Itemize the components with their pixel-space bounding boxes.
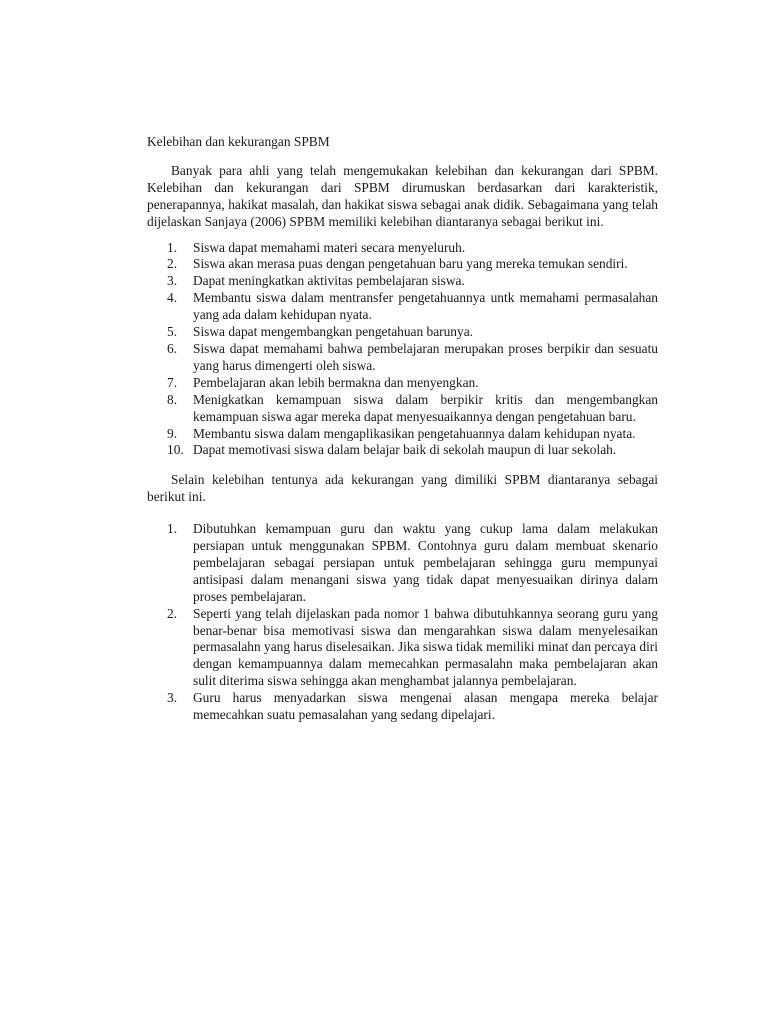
list-item-text: Siswa akan merasa puas dengan pengetahuan baru yang mereka temukan sendiri. xyxy=(193,256,628,272)
list-item-number: 1. xyxy=(167,239,178,255)
list-item xyxy=(147,324,658,341)
list-item-number: 1. xyxy=(167,521,178,537)
document-title: Kelebihan dan kekurangan SPBM xyxy=(147,134,330,149)
list-item-number: 3. xyxy=(167,273,178,289)
list-item-number: 2. xyxy=(167,605,178,621)
list-item-number: 4. xyxy=(167,290,178,306)
list-item xyxy=(147,392,658,426)
list-item xyxy=(147,375,658,392)
list-item-number: 2. xyxy=(167,256,178,272)
intro-paragraph: Banyak para ahli yang telah mengemukakan kelebihan dan kekurangan dari SPBM. Kelebihan dan kekurangan dari SPBM dirumuskan berdasarkan dari karakteristik, penerapannya, hakikat masalah, dan hakikat siswa sebagai anak didik. Sebagaimana yang telah dijelaskan Sanjaya (2006) SPBM memiliki kelebihan diantaranya sebagai berikut ini. xyxy=(147,162,658,229)
transition-paragraph: Selain kelebihan tentunya ada kekurangan yang dimiliki SPBM diantaranya sebagai berikut ini. xyxy=(147,472,658,505)
list-item-text: Seperti yang telah dijelaskan pada nomor 1 bahwa dibutuhkannya seorang guru yang benar-benar bisa memotivasi siswa dan mengarahkan siswa dalam menyelesaikan permasalahn yang harus diselesaikan. Jika siswa tidak memiliki minat dan percaya diri dengan kemampuannya dalam memecahkan permasalahn maka pembelajaran akan sulit diterima siswa sehingga akan menghambat jalannya pembelajaran. xyxy=(193,605,658,689)
list-item-number: 5. xyxy=(167,324,178,340)
document-page xyxy=(147,134,658,724)
list-item-text: Membantu siswa dalam mentransfer pengetahuannya untk memahami permasalahan yang ada dalam kehidupan nyata. xyxy=(193,290,658,323)
list-item xyxy=(147,256,658,273)
list-item-text: Dapat meningkatkan aktivitas pembelajaran siswa. xyxy=(193,273,465,289)
list-item xyxy=(147,273,658,290)
advantages-list xyxy=(147,240,658,460)
list-item xyxy=(147,521,658,606)
list-item-number: 8. xyxy=(167,391,178,407)
list-item-text: Menigkatkan kemampuan siswa dalam berpikir kritis dan mengembangkan kemampuan siswa agar mereka dapat menyesuaikannya dengan pengetahuan baru. xyxy=(193,391,658,424)
list-item xyxy=(147,690,658,724)
disadvantages-list xyxy=(147,521,658,724)
list-item-text: Siswa dapat mengembangkan pengetahuan barunya. xyxy=(193,324,473,340)
list-item xyxy=(147,240,658,257)
list-item-text: Pembelajaran akan lebih bermakna dan menyengkan. xyxy=(193,374,479,390)
list-item xyxy=(147,341,658,375)
list-item xyxy=(147,442,658,459)
list-item-text: Dibutuhkan kemampuan guru dan waktu yang cukup lama dalam melakukan persiapan untuk menggunakan SPBM. Contohnya guru dalam membuat skenario pembelajaran sebagai persiapan untuk pembelajaran sehingga guru mempunyai antisipasi dalam menangani siswa yang tidak dapat menyesuaikan dirinya dalam proses pembelajaran. xyxy=(193,521,658,604)
list-item xyxy=(147,290,658,324)
list-item-text: Siswa dapat memahami bahwa pembelajaran merupakan proses berpikir dan sesuatu yang harus dimengerti oleh siswa. xyxy=(193,340,658,373)
list-item-text: Dapat memotivasi siswa dalam belajar baik di sekolah maupun di luar sekolah. xyxy=(193,442,617,458)
list-item xyxy=(147,606,658,691)
list-item-text: Siswa dapat memahami materi secara menyeluruh. xyxy=(193,239,466,255)
list-item-text: Guru harus menyadarkan siswa mengenai alasan mengapa mereka belajar memecahkan suatu pemasalahan yang sedang dipelajari. xyxy=(193,690,658,723)
list-item-number: 10. xyxy=(167,442,184,458)
list-item-number: 7. xyxy=(167,374,178,390)
list-item-number: 3. xyxy=(167,690,178,706)
list-item-number: 6. xyxy=(167,340,178,356)
list-item xyxy=(147,426,658,443)
list-item-text: Membantu siswa dalam mengaplikasikan pengetahuannya dalam kehidupan nyata. xyxy=(193,425,636,441)
list-item-number: 9. xyxy=(167,425,178,441)
